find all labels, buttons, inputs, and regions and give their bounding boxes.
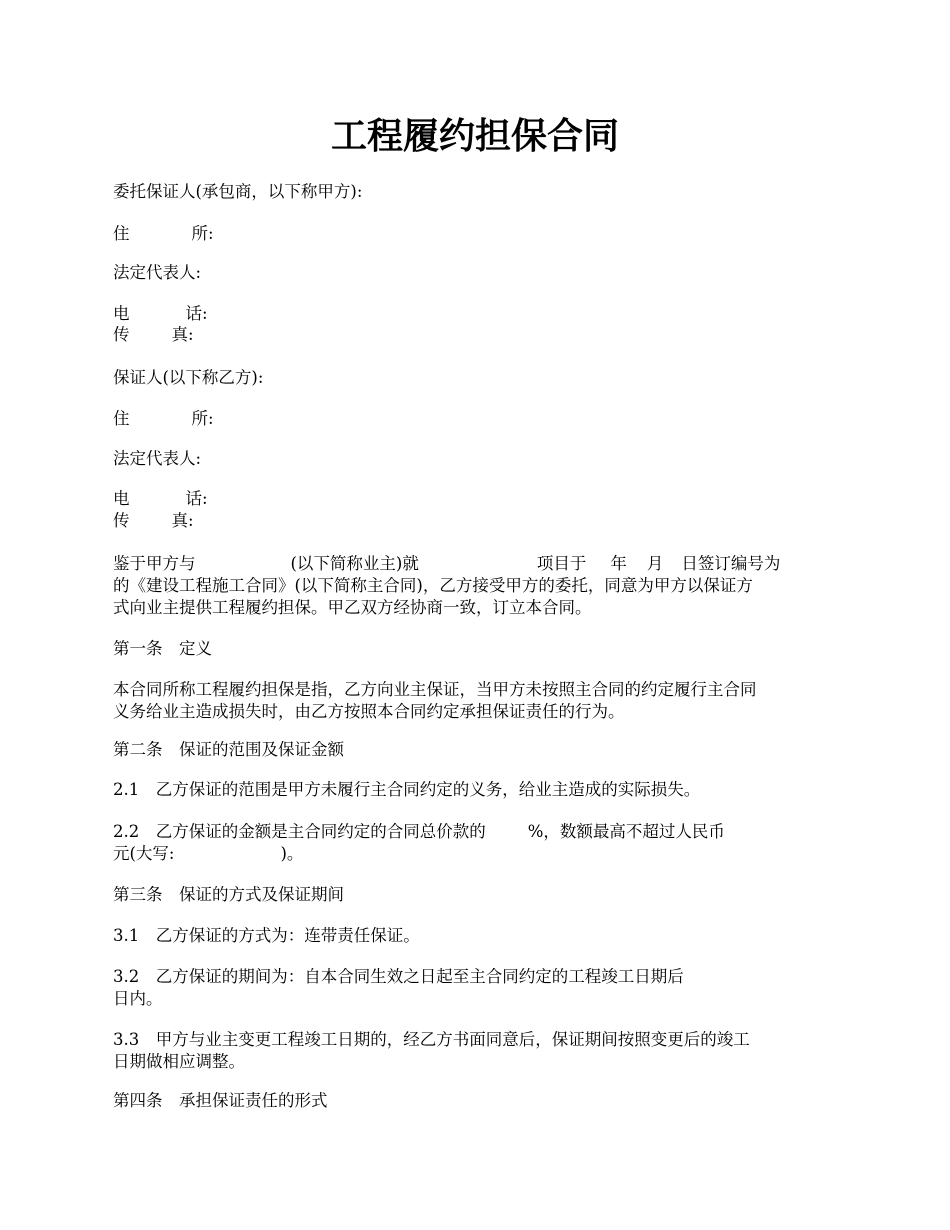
clause-2-1: 2.1 乙方保证的范围是甲方未履行主合同约定的义务，给业主造成的实际损失。 [113, 780, 701, 799]
article-3-heading: 第三条 保证的方式及保证期间 [113, 885, 344, 904]
article-1-line-2: 义务给业主造成损失时，由乙方按照本合同约定承担保证责任的行为。 [113, 702, 625, 721]
party-a-heading: 委托保证人(承包商，以下称甲方): [113, 182, 363, 201]
clause-3-2-line-1: 3.2 乙方保证的期间为：自本合同生效之日起至主合同约定的工程竣工日期后 [113, 967, 684, 986]
party-a-phone-label: 电 话: [113, 304, 208, 323]
article-4-heading: 第四条 承担保证责任的形式 [113, 1091, 328, 1110]
clause-3-2-line-2: 日内。 [113, 989, 163, 1008]
party-a-fax-label: 传 真: [113, 325, 194, 344]
preamble-line-3: 式向业主提供工程履约担保。甲乙双方经协商一致，订立本合同。 [113, 598, 592, 617]
article-1-heading: 第一条 定义 [113, 639, 212, 658]
party-b-phone-label: 电 话: [113, 489, 208, 508]
preamble-line-2: 的《建设工程施工合同》(以下简称主合同)，乙方接受甲方的委托，同意为甲方以保证方 [113, 576, 753, 595]
party-a-address-label: 住 所: [113, 224, 214, 243]
preamble-line-1: 鉴于甲方与 (以下简称业主)就 项目于 年 月 日签订编号为 [113, 554, 781, 573]
clause-3-3-line-1: 3.3 甲方与业主变更工程竣工日期的，经乙方书面同意后，保证期间按照变更后的竣工 [113, 1030, 750, 1049]
document-title: 工程履约担保合同 [330, 115, 619, 157]
article-2-heading: 第二条 保证的范围及保证金额 [113, 740, 344, 759]
clause-3-1: 3.1 乙方保证的方式为：连带责任保证。 [113, 926, 420, 945]
party-b-address-label: 住 所: [113, 409, 214, 428]
party-b-fax-label: 传 真: [113, 511, 194, 530]
clause-2-2-line-2: 元(大写: )。 [113, 844, 304, 863]
clause-3-3-line-2: 日期做相应调整。 [113, 1052, 245, 1071]
party-a-representative-label: 法定代表人: [113, 263, 202, 282]
party-b-representative-label: 法定代表人: [113, 449, 202, 468]
party-b-heading: 保证人(以下称乙方): [113, 368, 264, 387]
clause-2-2-line-1: 2.2 乙方保证的金额是主合同约定的合同总价款的 %，数额最高不超过人民币 [113, 822, 725, 841]
article-1-line-1: 本合同所称工程履约担保是指，乙方向业主保证，当甲方未按照主合同的约定履行主合同 [113, 680, 757, 699]
